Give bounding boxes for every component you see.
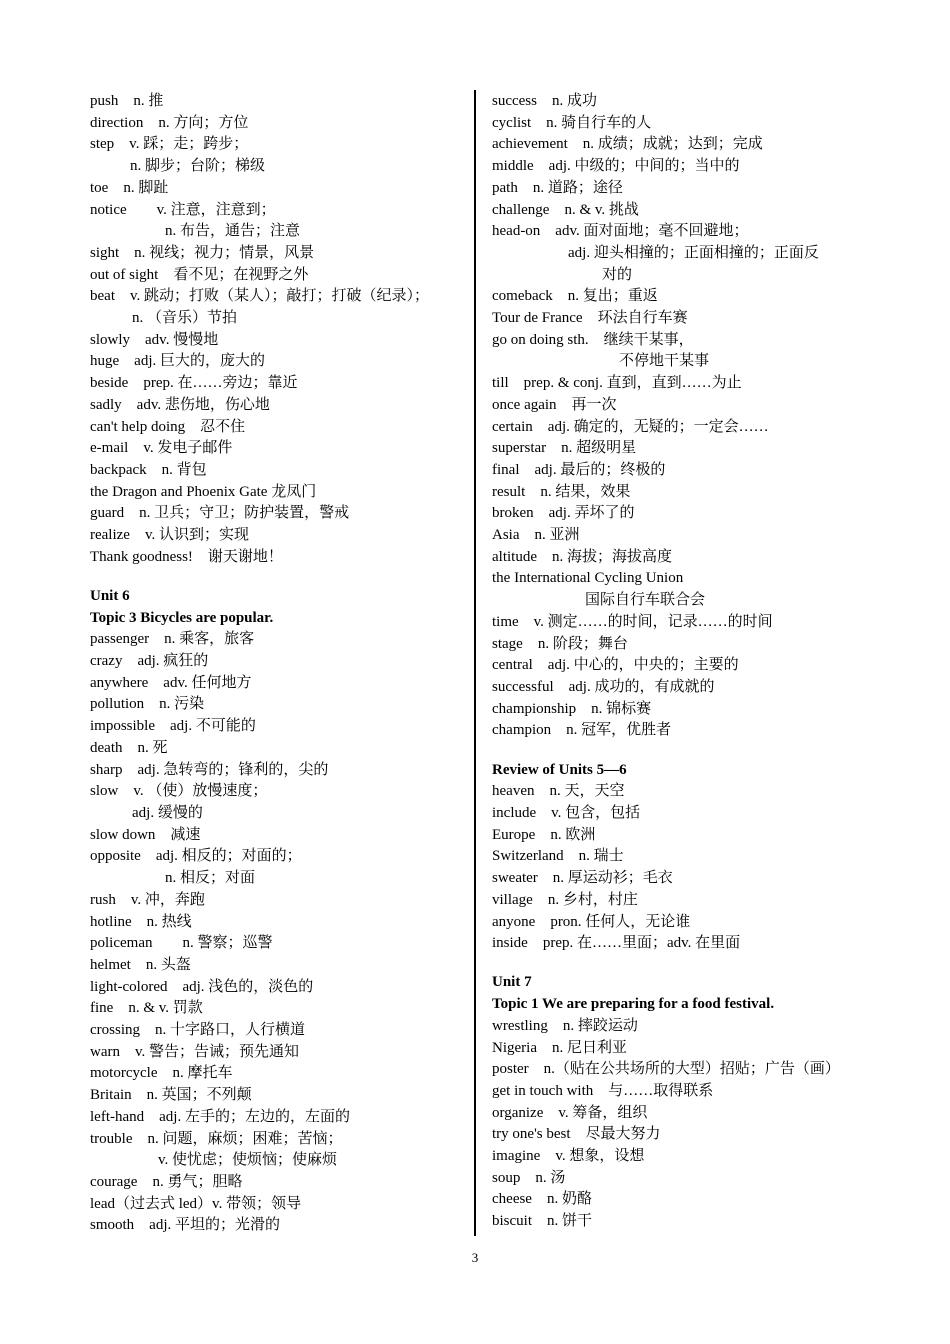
- vocab-entry: the International Cycling Union: [492, 570, 684, 587]
- vocab-entry: impossible adj. 不可能的: [90, 718, 256, 735]
- vocab-entry-continuation: n. 相反；对面: [165, 870, 256, 887]
- vocab-entry: anyone pron. 任何人，无论谁: [492, 913, 691, 930]
- vocab-entry: successful adj. 成功的，有成就的: [492, 678, 715, 695]
- vocab-entry: poster n.（贴在公共场所的大型）招贴；广告（画）: [492, 1061, 840, 1078]
- vocab-entry: Thank goodness! 谢天谢地！: [90, 548, 283, 565]
- vocab-entry: crossing n. 十字路口，人行横道: [90, 1022, 305, 1039]
- column-divider: [474, 90, 476, 1236]
- vocab-entry: passenger n. 乘客，旅客: [90, 631, 255, 648]
- vocab-entry: till prep. & conj. 直到，直到……为止: [492, 375, 742, 392]
- vocab-entry: biscuit n. 饼干: [492, 1213, 592, 1230]
- vocab-entry: crazy adj. 疯狂的: [90, 653, 209, 670]
- vocab-entry: slow down 减速: [90, 826, 201, 843]
- vocab-entry-continuation: 对的: [602, 266, 633, 283]
- spacer: [90, 568, 468, 586]
- vocab-entry: champion n. 冠军，优胜者: [492, 722, 672, 739]
- vocab-entry: slowly adv. 慢慢地: [90, 331, 219, 348]
- page-number: 3: [471, 1250, 479, 1265]
- vocab-entry: comeback n. 复出；重返: [492, 288, 658, 305]
- section-heading: Topic 1 We are preparing for a food festival.: [492, 996, 775, 1013]
- vocab-entry: pollution n. 污染: [90, 696, 205, 713]
- vocab-entry: Europe n. 欧洲: [492, 826, 596, 843]
- vocab-entry: central adj. 中心的，中央的；主要的: [492, 657, 739, 674]
- vocab-entry: backpack n. 背包: [90, 461, 207, 478]
- vocab-entry: village n. 乡村，村庄: [492, 891, 638, 908]
- vocab-entry-continuation: n. （音乐）节拍: [132, 310, 238, 327]
- vocab-entry: success n. 成功: [492, 93, 597, 109]
- vocab-entry-continuation: adj. 缓慢的: [132, 805, 203, 821]
- vocab-entry: include v. 包含，包括: [492, 805, 641, 821]
- vocab-entry: time v. 测定……的时间，记录……的时间: [492, 613, 773, 630]
- section-heading: Topic 3 Bicycles are popular.: [90, 609, 274, 626]
- vocab-entry: get in touch with 与……取得联系: [492, 1082, 714, 1099]
- vocab-entry: stage n. 阶段；舞台: [492, 635, 628, 652]
- vocab-entry: soup n. 汤: [492, 1169, 566, 1186]
- vocab-entry: Asia n. 亚洲: [492, 527, 580, 544]
- section-heading: Review of Units 5—6: [492, 761, 627, 778]
- vocab-entry: beside prep. 在……旁边；靠近: [90, 375, 298, 392]
- vocab-entry: the Dragon and Phoenix Gate 龙凤门: [90, 483, 317, 500]
- vocab-entry: death n. 死: [90, 739, 168, 756]
- vocab-entry: heaven n. 天，天空: [492, 783, 625, 800]
- vocab-entry-continuation: n. 布告，通告；注意: [165, 223, 301, 240]
- vocab-entry: huge adj. 巨大的，庞大的: [90, 353, 265, 370]
- vocab-entry: out of sight 看不见；在视野之外: [90, 266, 309, 283]
- vocab-entry-continuation: 国际自行车联合会: [585, 592, 706, 609]
- vocab-entry-continuation: n. 脚步；台阶；梯级: [130, 158, 266, 175]
- vocab-entry: once again 再一次: [492, 396, 617, 413]
- vocab-entry: challenge n. & v. 挑战: [492, 201, 639, 218]
- vocab-entry: smooth adj. 平坦的；光滑的: [90, 1217, 280, 1234]
- vocab-entry: head-on adv. 面对面地；毫不回避地；: [492, 223, 749, 240]
- vocab-entry: courage n. 勇气；胆略: [90, 1173, 243, 1190]
- vocab-entry: rush v. 冲，奔跑: [90, 891, 205, 908]
- vocab-entry: motorcycle n. 摩托车: [90, 1065, 233, 1082]
- vocab-entry: result n. 结果，效果: [492, 483, 631, 500]
- spacer: [492, 955, 872, 973]
- vocab-entry: sadly adv. 悲伤地，伤心地: [90, 396, 270, 413]
- vocab-entry: cheese n. 奶酪: [492, 1191, 592, 1208]
- vocab-entry: wrestling n. 摔跤运动: [492, 1017, 638, 1034]
- vocab-entry: fine n. & v. 罚款: [90, 1000, 203, 1017]
- vocab-entry: push n. 推: [90, 93, 164, 109]
- vocab-entry: go on doing sth. 继续干某事，: [492, 331, 694, 348]
- vocab-entry: Britain n. 英国；不列颠: [90, 1087, 252, 1104]
- vocab-entry: realize v. 认识到；实现: [90, 527, 249, 544]
- vocab-entry: altitude n. 海拔；海拔高度: [492, 548, 672, 565]
- right-column: [492, 91, 872, 1233]
- section-heading: Unit 6: [90, 587, 130, 604]
- vocab-entry: policeman n. 警察；巡警: [90, 935, 273, 952]
- vocab-entry: certain adj. 确定的，无疑的；一定会……: [492, 418, 769, 435]
- vocab-entry: warn v. 警告；告诫；预先通知: [90, 1043, 300, 1060]
- vocab-entry: guard n. 卫兵；守卫；防护装置，警戒: [90, 505, 350, 522]
- vocab-entry: slow v. （使）放慢速度；: [90, 783, 268, 800]
- vocab-entry: toe n. 脚趾: [90, 179, 169, 196]
- spacer: [492, 742, 872, 760]
- vocab-entry: trouble n. 问题，麻烦；困难；苦恼；: [90, 1130, 343, 1147]
- vocab-entry-continuation: adj. 迎头相撞的；正面相撞的；正面反: [568, 244, 819, 261]
- section-heading: Unit 7: [492, 974, 532, 991]
- vocab-entry-continuation: 不停地干某事: [619, 353, 710, 370]
- vocab-entry: Switzerland n. 瑞士: [492, 848, 624, 865]
- vocab-entry: opposite adj. 相反的；对面的；: [90, 848, 302, 865]
- vocab-entry: championship n. 锦标赛: [492, 700, 652, 717]
- vocab-entry: final adj. 最后的；终极的: [492, 461, 666, 478]
- vocab-entry: sight n. 视线；视力；情景，风景: [90, 244, 315, 261]
- vocab-entry: Tour de France 环法自行车赛: [492, 310, 688, 327]
- left-column: [90, 91, 468, 1237]
- vocab-entry: helmet n. 头盔: [90, 956, 191, 973]
- vocab-entry: direction n. 方向；方位: [90, 114, 249, 131]
- vocab-entry: imagine v. 想象，设想: [492, 1148, 645, 1165]
- vocab-entry: middle adj. 中级的；中间的；当中的: [492, 158, 740, 175]
- vocab-entry: superstar n. 超级明星: [492, 440, 637, 457]
- vocab-entry: sharp adj. 急转弯的；锋利的，尖的: [90, 761, 329, 778]
- vocab-entry: achievement n. 成绩；成就；达到；完成: [492, 136, 763, 153]
- vocab-entry: sweater n. 厚运动衫；毛衣: [492, 870, 673, 887]
- vocab-entry: beat v. 跳动；打败（某人）；敲打；打破（纪录）；: [90, 288, 430, 305]
- vocab-entry: left-hand adj. 左手的；左边的，左面的: [90, 1108, 350, 1125]
- vocab-entry: light-colored adj. 浅色的，淡色的: [90, 978, 314, 995]
- vocab-entry: inside prep. 在……里面；adv. 在里面: [492, 935, 741, 952]
- vocab-entry: step v. 踩；走；跨步；: [90, 136, 249, 153]
- vocab-entry: cyclist n. 骑自行车的人: [492, 114, 652, 131]
- vocab-entry: try one's best 尽最大努力: [492, 1126, 661, 1143]
- vocab-entry: notice v. 注意，注意到；: [90, 201, 276, 218]
- vocab-entry: path n. 道路；途径: [492, 179, 623, 196]
- vocab-entry: Nigeria n. 尼日利亚: [492, 1039, 627, 1056]
- vocab-entry: organize v. 筹备，组织: [492, 1104, 648, 1121]
- vocab-entry: can't help doing 忍不住: [90, 418, 246, 435]
- vocab-entry: lead（过去式 led）v. 带领；领导: [90, 1195, 302, 1212]
- vocab-entry: hotline n. 热线: [90, 913, 192, 930]
- vocab-entry: e-mail v. 发电子邮件: [90, 440, 233, 457]
- vocab-entry-continuation: v. 使忧虑；使烦恼；使麻烦: [158, 1152, 338, 1169]
- vocab-entry: anywhere adv. 任何地方: [90, 674, 252, 691]
- vocab-entry: broken adj. 弄坏了的: [492, 505, 635, 522]
